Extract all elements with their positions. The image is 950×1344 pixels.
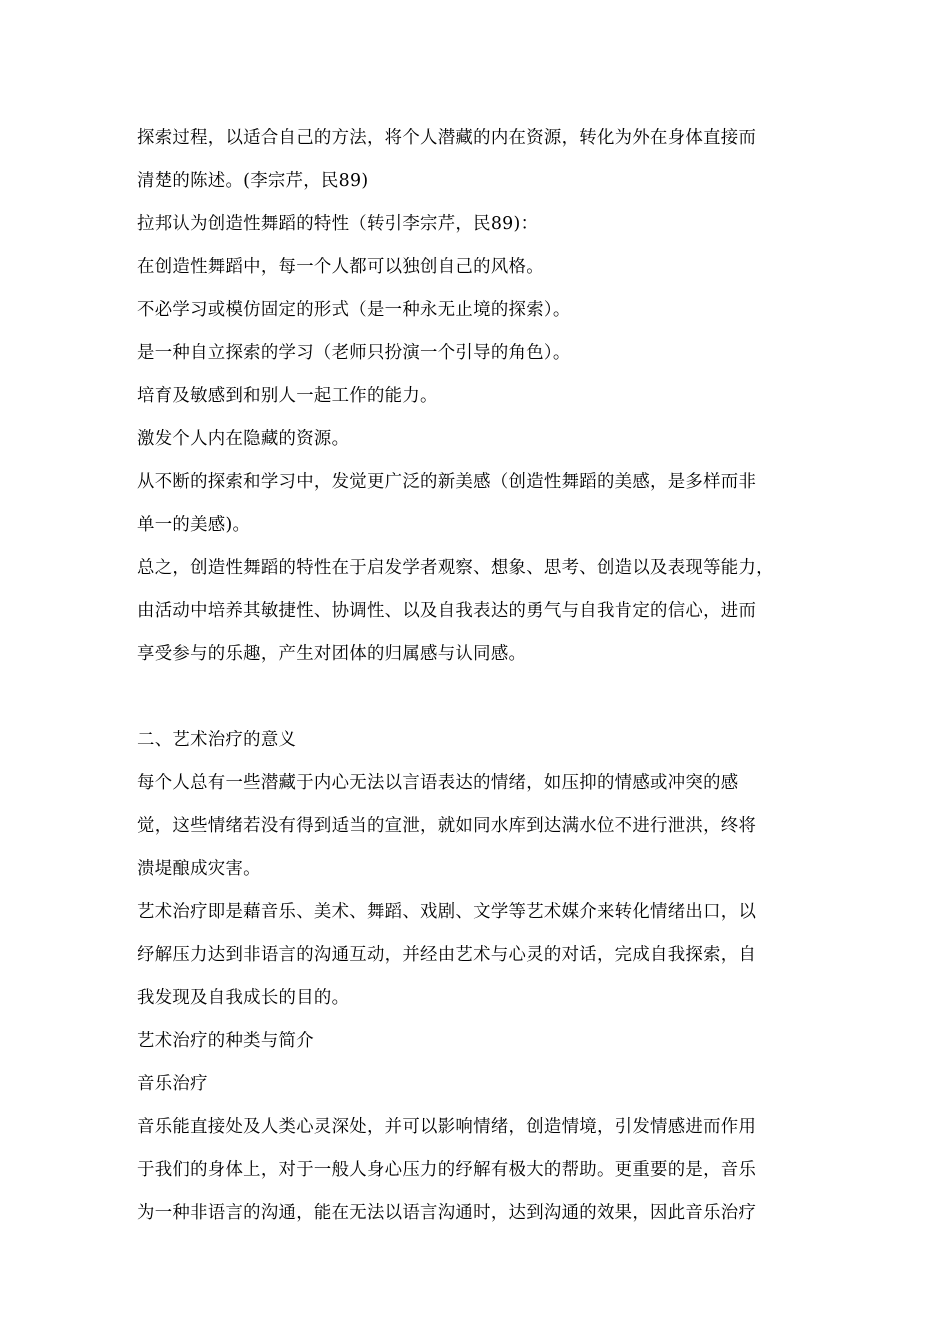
text-line: 溃堤酿成灾害。 bbox=[137, 859, 261, 879]
subheading: 艺术治疗的种类与简介 bbox=[137, 1031, 314, 1051]
text-line: 纾解压力达到非语言的沟通互动，并经由艺术与心灵的对话，完成自我探索，自 bbox=[137, 945, 757, 965]
subheading: 音乐治疗 bbox=[137, 1074, 208, 1094]
text-line: 清楚的陈述。(李宗芹，民89) bbox=[137, 171, 369, 191]
text-line: 在创造性舞蹈中，每一个人都可以独创自己的风格。 bbox=[137, 257, 544, 277]
text-line: 音乐能直接处及人类心灵深处，并可以影响情绪，创造情境，引发情感进而作用 bbox=[137, 1117, 757, 1137]
text-line: 单一的美感)。 bbox=[137, 515, 251, 535]
text-line: 我发现及自我成长的目的。 bbox=[137, 988, 350, 1008]
text-line: 培育及敏感到和别人一起工作的能力。 bbox=[137, 386, 438, 406]
text-line: 由活动中培养其敏捷性、协调性、以及自我表达的勇气与自我肯定的信心，进而 bbox=[137, 601, 757, 621]
text-line: 每个人总有一些潜藏于内心无法以言语表达的情绪，如压抑的情感或冲突的感 bbox=[137, 773, 739, 793]
text-line: 为一种非语言的沟通，能在无法以语言沟通时，达到沟通的效果，因此音乐治疗 bbox=[137, 1203, 757, 1223]
text-line: 总之，创造性舞蹈的特性在于启发学者观察、想象、思考、创造以及表现等能力， bbox=[137, 558, 774, 578]
document-body bbox=[137, 117, 817, 1235]
text-line: 激发个人内在隐藏的资源。 bbox=[137, 429, 350, 449]
text-line: 享受参与的乐趣，产生对团体的归属感与认同感。 bbox=[137, 644, 527, 664]
text-line: 探索过程，以适合自己的方法，将个人潜藏的内在资源，转化为外在身体直接而 bbox=[137, 128, 757, 148]
text-line: 于我们的身体上，对于一般人身心压力的纾解有极大的帮助。更重要的是，音乐 bbox=[137, 1160, 757, 1180]
text-line: 是一种自立探索的学习（老师只扮演一个引导的角色）。 bbox=[137, 343, 571, 363]
text-line: 从不断的探索和学习中，发觉更广泛的新美感（创造性舞蹈的美感，是多样而非 bbox=[137, 472, 757, 492]
text-line: 不必学习或模仿固定的形式（是一种永无止境的探索）。 bbox=[137, 300, 571, 320]
text-line: 觉，这些情绪若没有得到适当的宣泄，就如同水库到达满水位不进行泄洪，终将 bbox=[137, 816, 757, 836]
text-line: 艺术治疗即是藉音乐、美术、舞蹈、戏剧、文学等艺术媒介来转化情绪出口，以 bbox=[137, 902, 757, 922]
blank-line bbox=[137, 676, 817, 719]
section-heading: 二、艺术治疗的意义 bbox=[137, 730, 297, 750]
text-line: 拉邦认为创造性舞蹈的特性（转引李宗芹，民89)： bbox=[137, 214, 539, 234]
